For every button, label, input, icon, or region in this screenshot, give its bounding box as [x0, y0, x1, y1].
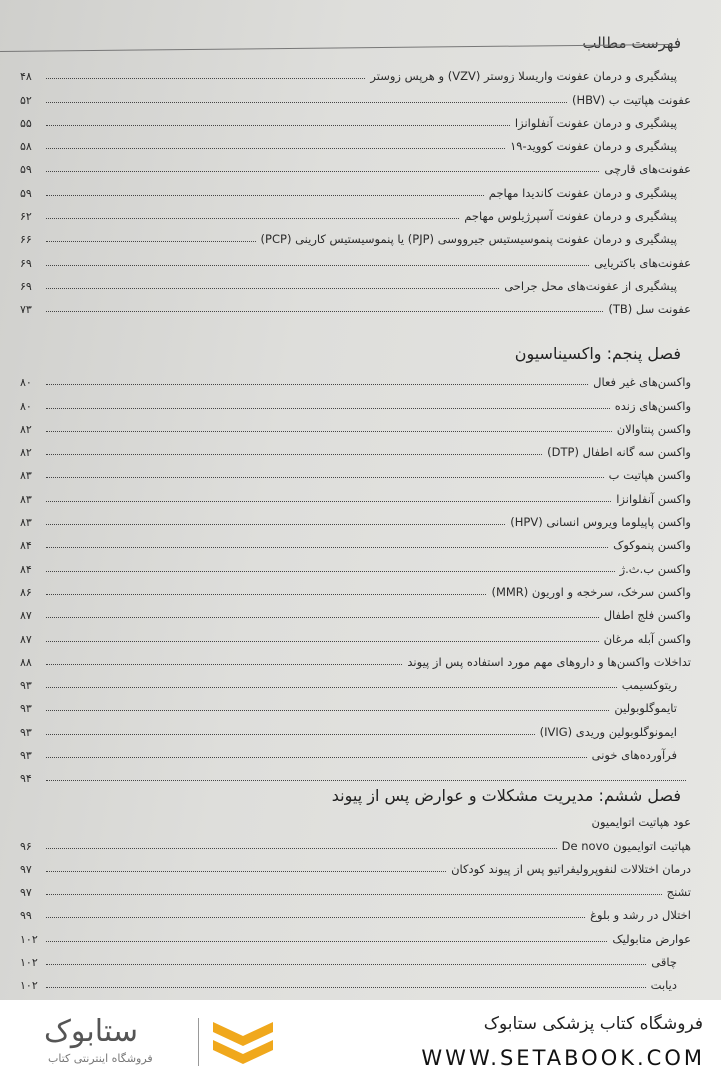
toc-entry-title: عفونت هپاتیت ب (HBV): [572, 92, 691, 107]
toc-leader-dots: [46, 384, 588, 385]
toc-page-number: ۸۳: [20, 469, 32, 483]
toc-page-number: ۸۸: [20, 655, 32, 669]
toc-entry-title: درمان اختلالات لنفوپرولیفراتیو پس از پیوند کودکان: [451, 861, 691, 876]
toc-entry-title: واکسن‌های زنده: [614, 398, 691, 413]
toc-entry: [20, 60, 691, 83]
toc-page-number: ۵۲: [20, 93, 32, 107]
toc-entry: [20, 692, 691, 715]
toc-page-number: ۹۳: [20, 749, 32, 763]
toc-leader-dots: [46, 218, 459, 219]
toc-leader-dots: [46, 241, 256, 242]
toc-entry: [20, 223, 691, 246]
toc-entry: [20, 622, 691, 645]
toc-leader-dots: [46, 964, 646, 965]
toc-entry-title: ریتوکسیمب: [621, 678, 677, 693]
toc-entry-title: عود هپاتیت اتوایمیون: [591, 815, 691, 830]
page-title: فهرست مطالب: [582, 34, 681, 52]
toc-entry-title: پیشگیری و درمان عفونت کاندیدا مهاجم: [488, 185, 677, 200]
toc-entry-title: واکسن سرخک، سرخجه و اوریون (MMR): [491, 584, 691, 599]
logo-wordmark: ستابوک: [44, 1014, 139, 1049]
toc-entry: [20, 876, 691, 899]
toc-page-number: ۸۷: [20, 632, 32, 646]
toc-leader-dots: [46, 757, 587, 758]
toc-page-number: ۸۴: [20, 539, 32, 553]
toc-entry: [20, 153, 691, 176]
toc-entry-title: تداخلات واکسن‌ها و داروهای مهم مورد استفاده پس از پیوند: [407, 654, 691, 669]
toc-leader-dots: [46, 687, 617, 688]
toc-entry: [20, 130, 691, 153]
toc-entry: [20, 459, 691, 482]
toc-entry: [20, 552, 691, 575]
toc-entry: [20, 506, 691, 529]
toc-entry-title: واکسن پنتاوالان: [616, 421, 691, 436]
toc-page-number: ۵۹: [20, 163, 32, 177]
toc-entry: [20, 83, 691, 106]
toc-leader-dots: [46, 894, 662, 895]
toc-entry-title: فرآورده‌های خونی: [591, 748, 677, 763]
toc-leader-dots: [46, 547, 608, 548]
toc-page-number: ۸۳: [20, 492, 32, 506]
toc-entry-title: هپاتیت اتوایمیون De novo: [561, 838, 691, 853]
toc-leader-dots: [46, 917, 585, 918]
toc-leader-dots: [46, 594, 486, 595]
toc-entry: [20, 366, 691, 389]
store-url[interactable]: WWW.SETABOOK.COM: [421, 1046, 705, 1070]
toc-entry-title: اختلال در رشد و بلوغ: [590, 908, 691, 923]
toc-leader-dots: [46, 664, 402, 665]
toc-leader-dots: [46, 987, 646, 988]
header-divider: [0, 44, 670, 52]
toc-leader-dots: [46, 102, 567, 103]
toc-leader-dots: [46, 571, 615, 572]
store-logo: [38, 1012, 288, 1072]
toc-leader-dots: [46, 431, 612, 432]
toc-entry: [20, 599, 691, 622]
toc-entry: [20, 899, 691, 922]
toc-entry: [20, 413, 691, 436]
toc-page-number: ۵۹: [20, 186, 32, 200]
toc-leader-dots: [46, 265, 589, 266]
toc-entry: [20, 389, 691, 412]
toc-entry: [20, 853, 691, 876]
toc-entry-title: پیشگیری و درمان عفونت پنموسیستیس جیرووسی (PJP) یا پنموسیستیس کارینی (PCP): [260, 232, 677, 247]
chapter-5-title: فصل پنجم: واکسیناسیون: [514, 344, 681, 363]
toc-entry-title: واکسن آنفلوانزا: [616, 491, 691, 506]
toc-page-number: ۹۷: [20, 862, 32, 876]
toc-page-number: ۵۸: [20, 140, 32, 154]
toc-leader-dots: [46, 941, 607, 942]
toc-entry-title: واکسن سه گانه اطفال (DTP): [547, 445, 691, 460]
toc-entry-title: عوارض متابولیک: [612, 931, 691, 946]
toc-page-number: ۸۰: [20, 399, 32, 413]
toc-entry-title: چاقی: [651, 955, 677, 970]
toc-entry: [20, 482, 691, 505]
toc-entry: [20, 107, 691, 130]
toc-page-number: ۸۴: [20, 562, 32, 576]
toc-page-number: ۹۴: [20, 772, 32, 786]
toc-leader-dots: [46, 148, 505, 149]
toc-page-number: ۸۲: [20, 422, 32, 436]
toc-leader-dots: [46, 871, 446, 872]
store-footer: [0, 1000, 721, 1080]
toc-page-number: ۸۶: [20, 585, 32, 599]
toc-page-number: ۹۳: [20, 679, 32, 693]
toc-entry-title: واکسن فلج اطفال: [603, 608, 691, 623]
toc-page-number: ۹۶: [20, 839, 32, 853]
toc-entry: [20, 529, 691, 552]
toc-leader-dots: [46, 288, 499, 289]
toc-page-number: ۸۰: [20, 376, 32, 390]
toc-page-number: ۶۹: [20, 256, 32, 270]
toc-page-number: ۱۰۲: [20, 932, 38, 946]
toc-entry: [20, 293, 691, 316]
toc-entry-title: پیشگیری و درمان عفونت آسپرژیلوس مهاجم: [464, 209, 677, 224]
toc-entry: [20, 646, 691, 669]
toc-page-number: ۹۳: [20, 725, 32, 739]
toc-entry: [20, 946, 691, 969]
toc-leader-dots: [46, 524, 505, 525]
toc-entry: [20, 436, 691, 459]
toc-entry: [20, 200, 691, 223]
toc-page-number: ۱۰۲: [20, 956, 38, 970]
toc-entry: [20, 176, 691, 199]
toc-entry-title: پیشگیری و درمان عفونت واریسلا زوستر (VZV) و هرپس زوستر: [370, 69, 677, 84]
toc-entry: [20, 246, 691, 269]
toc-entry-title: پیشگیری از عفونت‌های محل جراحی: [504, 278, 677, 293]
toc-leader-dots: [46, 780, 686, 781]
toc-entry-title: عفونت‌های باکتریایی: [594, 255, 691, 270]
store-name: فروشگاه کتاب پزشکی ستابوک: [483, 1014, 703, 1034]
toc-entry-title: واکسن ب.ث.ژ: [619, 561, 691, 576]
toc-entry-chapter-end: [20, 762, 691, 785]
chapter-6-title: فصل ششم: مدیریت مشکلات و عوارض پس از پیوند: [331, 786, 681, 805]
toc-entry-title: واکسن هپاتیت ب: [608, 468, 691, 483]
toc-entry-title: واکسن پاپیلوما ویروس انسانی (HPV): [510, 515, 691, 530]
toc-page-number: ۸۷: [20, 609, 32, 623]
toc-entry-title: واکسن آبله مرغان: [603, 631, 691, 646]
toc-leader-dots: [46, 734, 535, 735]
toc-entry-title: پیشگیری و درمان عفونت کووید-۱۹: [510, 139, 677, 154]
toc-page-number: ۷۳: [20, 303, 32, 317]
toc-entry-title: عفونت سل (TB): [608, 302, 691, 317]
toc-leader-dots: [46, 848, 557, 849]
toc-page-number: ۸۳: [20, 516, 32, 530]
toc-entry: [20, 806, 691, 829]
toc-page-number: ۵۵: [20, 116, 32, 130]
toc-page-number: ۶۶: [20, 233, 32, 247]
toc-entry: [20, 576, 691, 599]
toc-leader-dots: [46, 171, 599, 172]
toc-leader-dots: [46, 501, 611, 502]
toc-page-number: ۴۸: [20, 70, 32, 84]
toc-chapter-5: [20, 366, 691, 785]
toc-entry: [20, 739, 691, 762]
toc-leader-dots: [46, 710, 609, 711]
toc-entry-title: دیابت: [650, 978, 677, 993]
toc-entry: [20, 715, 691, 738]
toc-leader-dots: [46, 477, 604, 478]
toc-entry-title: ایمونوگلوبولین وریدی (IVIG): [539, 724, 677, 739]
toc-entry: [20, 270, 691, 293]
toc-entry-title: واکسن‌های غیر فعال: [593, 375, 691, 390]
toc-page-number: ۹۷: [20, 886, 32, 900]
toc-page-number: ۶۹: [20, 279, 32, 293]
toc-page-number: ۹۳: [20, 702, 32, 716]
toc-entry: [20, 922, 691, 945]
logo-divider: [198, 1018, 199, 1066]
toc-entry-title: تشنج: [666, 885, 691, 900]
toc-entry-title: واکسن پنموکوک: [613, 538, 691, 553]
toc-entry: [20, 969, 691, 992]
toc-chapter-6: [20, 806, 691, 1016]
toc-entry-title: تایموگلوبولین: [614, 701, 677, 716]
toc-leader-dots: [46, 125, 510, 126]
toc-entry: [20, 829, 691, 852]
toc-page-number: ۸۲: [20, 446, 32, 460]
toc-entry-title: پیشگیری و درمان عفونت آنفلوانزا: [514, 115, 677, 130]
chevron-logo-icon: [208, 1016, 278, 1068]
toc-page-number: ۱۰۲: [20, 979, 38, 993]
toc-page-number: ۹۹: [20, 909, 32, 923]
logo-tagline: فروشگاه اینترنتی کتاب: [48, 1052, 153, 1065]
toc-page-number: ۶۲: [20, 210, 32, 224]
toc-leader-dots: [46, 408, 610, 409]
toc-leader-dots: [46, 311, 603, 312]
toc-leader-dots: [46, 454, 542, 455]
toc-leader-dots: [46, 617, 599, 618]
toc-entry-title: عفونت‌های قارچی: [604, 162, 691, 177]
toc-entry: [20, 669, 691, 692]
toc-section-1: [20, 60, 691, 316]
toc-leader-dots: [46, 641, 599, 642]
toc-leader-dots: [46, 195, 484, 196]
toc-leader-dots: [46, 78, 365, 79]
